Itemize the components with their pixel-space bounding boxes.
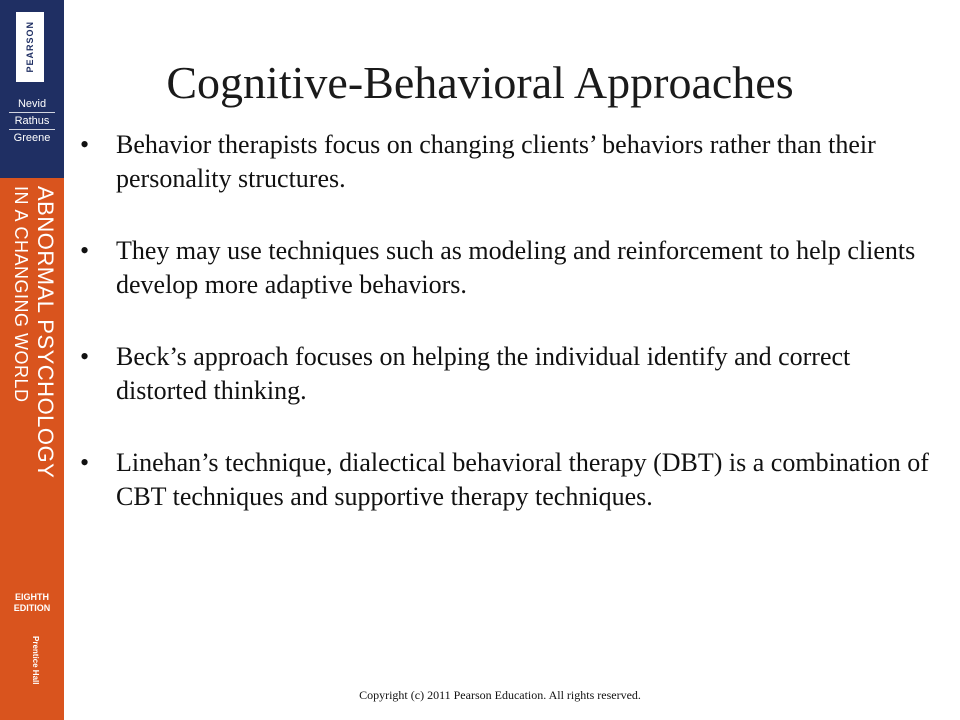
publisher-name: PEARSON xyxy=(25,21,35,73)
book-title xyxy=(8,186,58,616)
bullet-item: • Beck’s approach focuses on helping the individual identify and correct distorted thinking. xyxy=(80,340,946,408)
bullet-item: • They may use techniques such as modeling and reinforcement to help clients develop more adaptive behaviors. xyxy=(80,234,946,302)
bullet-item: • Behavior therapists focus on changing clients’ behaviors rather than their personality structures. xyxy=(80,128,946,196)
slide-title: Cognitive-Behavioral Approaches xyxy=(166,57,794,108)
bullet-list xyxy=(80,128,946,552)
author-name: Nevid xyxy=(17,98,47,110)
author-name: Rathus xyxy=(14,115,50,127)
divider xyxy=(9,112,55,113)
book-title-line2: IN A CHANGING WORLD xyxy=(11,186,31,403)
edition-line1: EIGHTH xyxy=(14,592,49,602)
book-title-line1: ABNORMAL PSYCHOLOGY xyxy=(33,186,58,479)
divider xyxy=(9,129,55,130)
imprint-name: Prentice Hall xyxy=(31,636,40,685)
bullet-item: • Linehan’s technique, dialectical behavioral therapy (DBT) is a combination of CBT techniques and supportive therapy techniques. xyxy=(80,446,946,514)
author-name: Greene xyxy=(13,132,51,144)
edition-line2: EDITION xyxy=(13,603,51,613)
book-edition xyxy=(0,592,64,614)
copyright-notice: Copyright (c) 2011 Pearson Education. All rights reserved. xyxy=(359,688,641,702)
